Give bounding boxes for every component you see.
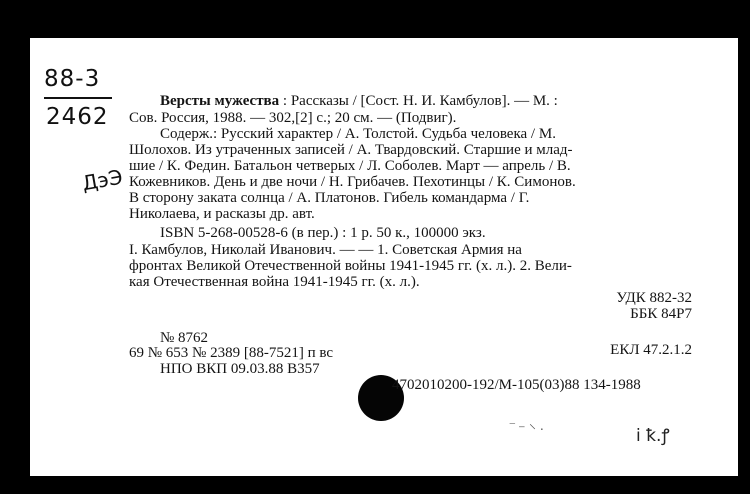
subject-line: кая Отечественная война 1941-1945 гг. (х. л.). [129,274,420,290]
scan-border-right [738,0,750,494]
bbk-code: ББК 84Р7 [630,306,692,322]
contents-line: Кожевников. День и две ночи / Н. Грибачев. Пехотинцы / К. Симонов. [129,174,576,190]
card-number: № 8762 [160,330,209,346]
subject-line: I. Камбулов, Николай Иванович. — — 1. Советская Армия на [129,242,522,258]
scan-border-bottom [0,476,750,494]
book-title: Версты мужества [160,93,280,109]
contents-line: Шолохов. Из утраченных записей / А. Твардовский. Старшие и млад- [129,142,573,158]
corner-scribble: i ꝁ.ꝭ [636,426,670,446]
contents-line: Николаева, и расказы др. авт. [129,206,315,222]
subject-line: фронтах Великой Отечественной войны 1941-1945 гг. (х. л.). 2. Вели- [129,258,572,274]
handwritten-call-number-bottom: 2462 [46,104,109,130]
udk-code: УДК 882-32 [616,290,692,306]
contents-line: шие / К. Федин. Батальон четверых / Л. Соболев. Март — апрель / В. [129,158,571,174]
scan-specks: ‾ ⁻ ⸌ · [510,423,545,438]
isbn-line: ISBN 5-268-00528-6 (в пер.) : 1 р. 50 к., 100000 экз. [160,225,486,241]
handwritten-fraction-line [44,97,112,99]
entry-heading-line [160,94,558,109]
handwritten-marginal-mark: ДэЭ [80,164,125,196]
scan-border-left [0,0,30,494]
catalog-code-line: 4702010200-192/М-105(03)88 134-1988 [392,377,641,393]
entry-heading-rest: : Рассказы / [Сост. Н. И. Камбулов]. — М. : [282,93,558,109]
contents-line: В сторону заката солнца / А. Платонов. Гибель командарма / Г. [129,190,530,206]
npo-line: НПО ВКП 09.03.88 В357 [160,361,320,377]
handwritten-call-number-top: 88-3 [44,66,101,92]
contents-line: Содерж.: Русский характер / А. Толстой. Судьба человека / М. [160,126,556,142]
ekl-code: ЕКЛ 47.2.1.2 [610,342,692,358]
print-run-line: 69 № 653 № 2389 [88-7521] п вс [129,345,334,361]
scan-border-top [0,0,750,38]
publication-line: Сов. Россия, 1988. — 302,[2] с.; 20 см. — (Подвиг). [129,110,457,126]
